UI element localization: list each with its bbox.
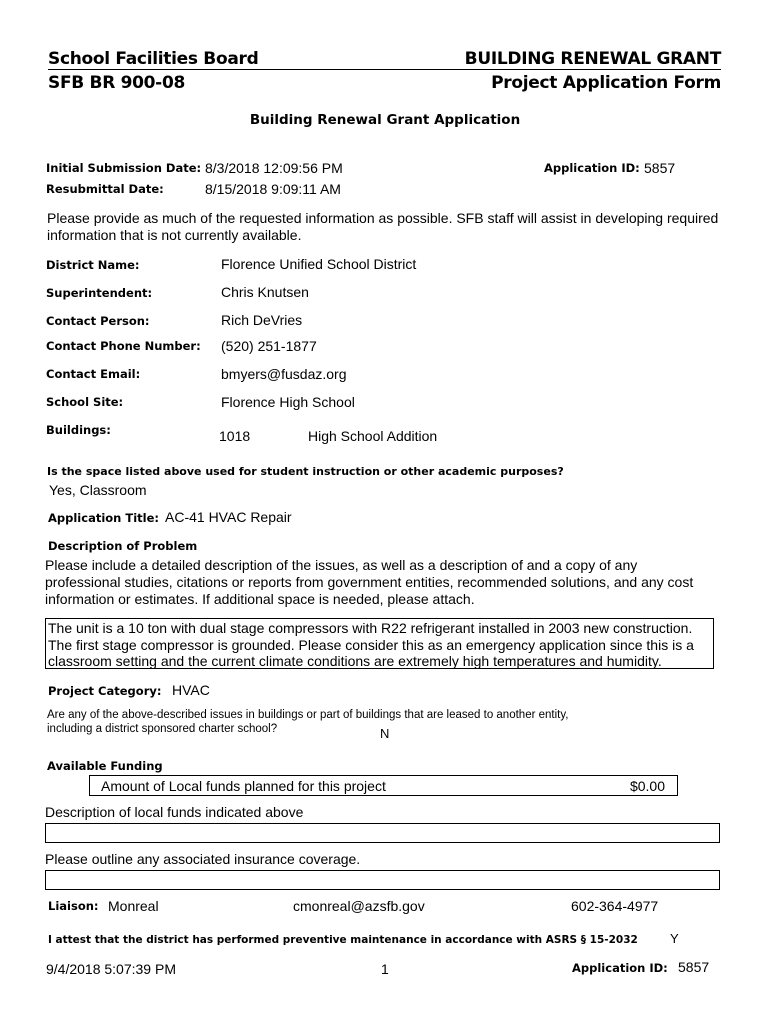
insurance-field[interactable]: [45, 870, 720, 890]
liaison-name: Monreal: [108, 898, 159, 914]
building-name: High School Addition: [308, 428, 438, 444]
local-funds-description-field[interactable]: [45, 823, 720, 843]
attest-answer: Y: [670, 931, 679, 946]
initial-submission-label: Initial Submission Date:: [46, 161, 202, 175]
leased-question-line: Are any of the above-described issues in buildings or part of buildings that are leased to another entity,: [47, 709, 569, 721]
application-id-value: 5857: [644, 160, 676, 176]
problem-line: classroom setting and the current climate conditions are extremely high temperatures and humidity.: [48, 653, 662, 669]
school-site-value: Florence High School: [221, 394, 355, 410]
project-category-label: Project Category:: [48, 684, 162, 698]
insurance-label: Please outline any associated insurance coverage.: [45, 851, 361, 867]
application-title-label: Application Title:: [48, 511, 159, 525]
page-number: 1: [381, 961, 389, 977]
problem-line: The unit is a 10 ton with dual stage compressors with R22 refrigerant installed in 2003 new construction.: [48, 620, 693, 636]
contact-email-label: Contact Email:: [46, 367, 141, 381]
local-funds-row[interactable]: [89, 775, 678, 796]
intro-text: Please provide as much of the requested information as possible. SFB staff will assist in developing required information that is not currently available.: [47, 210, 719, 243]
problem-description-box[interactable]: [45, 618, 714, 669]
contact-phone-label: Contact Phone Number:: [46, 339, 201, 353]
initial-submission-value: 8/3/2018 12:09:56 PM: [205, 160, 343, 176]
form-title: Project Application Form: [491, 73, 721, 93]
liaison-label: Liaison:: [48, 899, 99, 913]
district-name-label: District Name:: [46, 258, 140, 272]
instruction-question: Is the space listed above used for student instruction or other academic purposes?: [47, 465, 564, 478]
local-funds-label: Amount of Local funds planned for this project: [101, 778, 386, 794]
form-code: SFB BR 900-08: [48, 73, 185, 93]
superintendent-label: Superintendent:: [46, 286, 153, 300]
problem-heading: Description of Problem: [48, 539, 198, 553]
contact-phone-value: (520) 251-1877: [221, 338, 317, 354]
footer-application-id-label: Application ID:: [572, 961, 668, 975]
buildings-label: Buildings:: [46, 423, 111, 437]
project-category-value: HVAC: [172, 682, 210, 698]
liaison-phone: 602-364-4977: [571, 898, 659, 914]
contact-person-value: Rich DeVries: [221, 312, 303, 328]
application-id-label: Application ID:: [544, 161, 640, 175]
leased-answer: N: [380, 726, 390, 741]
leased-question-line: including a district sponsored charter school?: [47, 723, 278, 735]
resubmittal-label: Resubmittal Date:: [46, 182, 164, 196]
problem-line: The first stage compressor is grounded. Please consider this as an emergency application since this is a: [48, 637, 694, 653]
school-site-label: School Site:: [46, 395, 124, 409]
instruction-answer: Yes, Classroom: [49, 482, 147, 498]
resubmittal-value: 8/15/2018 9:09:11 AM: [205, 181, 341, 197]
footer-timestamp: 9/4/2018 5:07:39 PM: [46, 961, 176, 977]
building-number: 1018: [219, 428, 251, 444]
liaison-email: cmonreal@azsfb.gov: [293, 898, 425, 914]
header-rule: [48, 69, 721, 70]
contact-person-label: Contact Person:: [46, 314, 150, 328]
available-funding-heading: Available Funding: [47, 759, 163, 773]
local-funds-description-label: Description of local funds indicated above: [45, 804, 304, 820]
contact-email-value: bmyers@fusdaz.org: [221, 366, 347, 382]
district-name-value: Florence Unified School District: [221, 256, 417, 272]
superintendent-value: Chris Knutsen: [221, 284, 309, 300]
page-heading: Building Renewal Grant Application: [249, 112, 521, 128]
attest-statement: I attest that the district has performed preventive maintenance in accordance with ASRS § 15-2032: [48, 934, 638, 946]
problem-instructions: Please include a detailed description of the issues, as well as a description of and a copy of any professional studies, citations or reports from government entities, recommended solutions, and any cost information or estimates. If additional space is needed, please attach.: [45, 557, 694, 607]
local-funds-amount: $0.00: [629, 778, 665, 794]
application-title-value: AC-41 HVAC Repair: [165, 509, 292, 525]
footer-application-id-value: 5857: [678, 959, 710, 975]
grant-title: BUILDING RENEWAL GRANT: [464, 49, 721, 69]
org-name: School Facilities Board: [48, 49, 259, 69]
